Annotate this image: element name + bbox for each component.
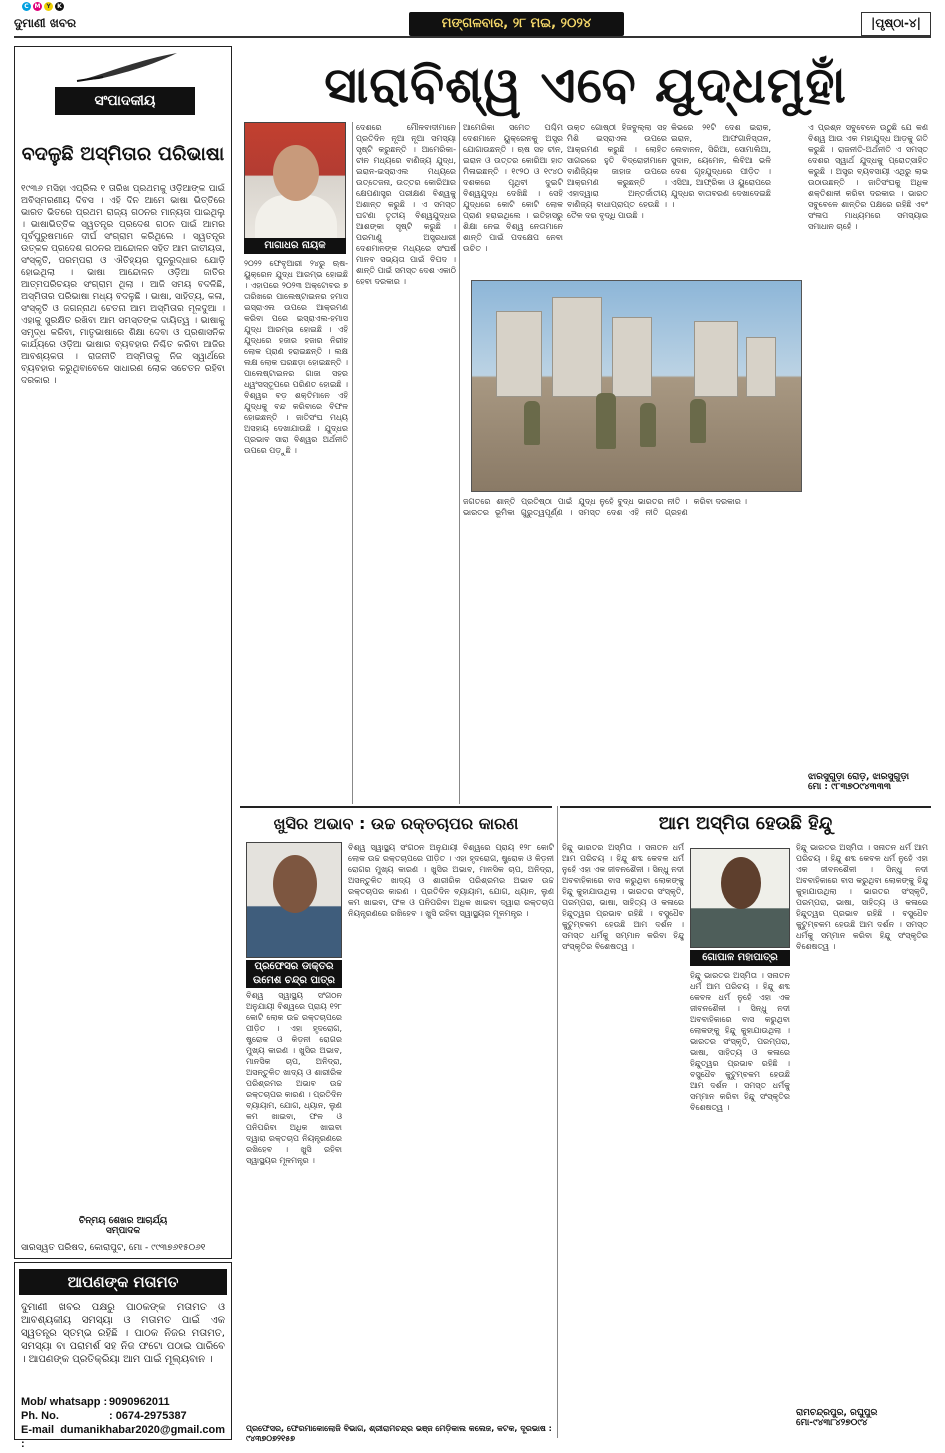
cmyk-marks (22, 2, 64, 11)
lead-col-1: ୨୦୨୨ ଫେବୃଆରୀ ୨୪ରୁ ଋଷ-ୟୁକ୍ରେନ ଯୁଦ୍ଧ ଆରମ୍ଭ ହୋଇଛି । ଏହାପରେ ୨୦୨୩ ଅକ୍ଟୋବର ୭ ତାରିଖରେ ପାଲେଷ୍ଟାଇନର ହମାସ ଇସ୍ରାଏଲ ଉପରେ ଆକ୍ରମଣ କରିବା ପରେ ଇସ୍ରାଏଲ-ହମାସ ଯୁଦ୍ଧ ଆରମ୍ଭ ହୋଇଛି । ଏହି ଯୁଦ୍ଧରେ ହଜାର ହଜାର ନିରୀହ ଲୋକ ପ୍ରାଣ ହରାଇଛନ୍ତି । ଲକ୍ଷ ଲକ୍ଷ ଲୋକ ଘରଛଡ଼ା ହୋଇଛନ୍ତି । ପାଲେଷ୍ଟାଇନର ଗାଜା ସହର ଧ୍ୱଂସସ୍ତୂପରେ ପରିଣତ ହୋଇଛି । ବିଶ୍ୱର ବଡ଼ ଶକ୍ତିମାନେ ଏହି ଯୁଦ୍ଧକୁ ବନ୍ଦ କରିବାରେ ବିଫଳ ହୋଇଛନ୍ତି । ଜାତିସଂଘ ମଧ୍ୟ ଅସହାୟ ଦେଖାଯାଉଛି । ଯୁଦ୍ଧର ପ୍ରଭାବ ସାରା ବିଶ୍ୱର ଅର୍ଥନୀତି ଉପରେ ପଡ଼ୁଛି । (244, 259, 348, 455)
lead-signature (808, 772, 928, 792)
lead-col-5: କିଭରେ ୨୧ଟି ଦେଶ ଇରାକ, ଇରାନ, ଆଫଗାନିସ୍ତାନ, ଲେବାନନ, ସିରିଆ, ସୋମାଲିଆ, ସୁଦାନ, ୟେମେନ, ଲିବିଆ ଭଳି ଦେଶ ଗୃହଯୁଦ୍ଧରେ ପୀଡ଼ିତ । ଏସିଆ, ଆଫ୍ରିକା ଓ ୟୁରୋପରେ ଯୁଦ୍ଧର ବାତାବରଣ ଦେଖାଦେଇଛି । (671, 123, 771, 209)
health-body-side: ବିଶ୍ୱ ସ୍ୱାସ୍ଥ୍ୟ ସଂଗଠନ ଅନୁଯାୟୀ ବିଶ୍ୱରେ ପ୍ରାୟ ୧୨୮ କୋଟି ଲୋକ ଉଚ୍ଚ ରକ୍ତଚାପରେ ପୀଡ଼ିତ । ଏହା ହୃଦରୋଗ, ଷ୍ଟ୍ରୋକ ଓ କିଡ଼ନୀ ରୋଗର ମୁଖ୍ୟ କାରଣ । ଖୁସିର ଅଭାବ, ମାନସିକ ଚାପ, ଅନିଦ୍ରା, ଅସନ୍ତୁଳିତ ଖାଦ୍ୟ ଓ ଶାରୀରିକ ପରିଶ୍ରମର ଅଭାବ ଉଚ୍ଚ ରକ୍ତଚାପର କାରଣ । ପ୍ରତିଦିନ ବ୍ୟାୟାମ, ଯୋଗ, ଧ୍ୟାନ, ଲୁଣ କମ ଖାଇବା, ଫଳ ଓ ପନିପରିବା ଅଧିକ ଖାଇବା ଦ୍ୱାରା ରକ୍ତଚାପ ନିୟନ୍ତ୍ରଣରେ ରଖିହେବ । ଖୁସି ରହିବା ସ୍ୱାସ୍ଥ୍ୟର ମୂଳମନ୍ତ୍ର । (246, 991, 342, 1165)
editorial-signature (15, 1216, 231, 1236)
email-address: dumanikhabar2020@gmail.com (60, 1424, 225, 1436)
identity-signature-phone: ମୋ-୯୪୩୮୪୨୭୦୯୪ (796, 1418, 868, 1428)
cmyk-m: M (34, 3, 41, 10)
page-number: |ପୃଷ୍ଠା-୪| (861, 12, 931, 36)
author-caption: ମାଗାଧର ନାୟକ (244, 238, 346, 254)
soldier (640, 403, 656, 447)
email-label: E-mail : (21, 1424, 55, 1450)
editorial-body: ୧୯୩୬ ମସିହା ଏପ୍ରିଲ ୧ ତାରିଖ ପ୍ରଥମକୁ ଓଡ଼ିଆଙ୍କ ପାଇଁ ଅବିସ୍ମରଣୀୟ ଦିବସ । ଏହି ଦିନ ଆମେ ଭାଷା ଭିତ୍ତିରେ ଭାରତ ଭିତରେ ପ୍ରଥମ ରାଜ୍ୟ ଗଠନର ମାନ୍ୟତା ପାଇଥିଲୁ । ଭାଷାଭିତ୍ତିକ ସ୍ୱତନ୍ତ୍ର ପ୍ରଦେଶ ଗଠନ ପାଇଁ ଆମର ପୂର୍ବପୁରୁଷମାନେ ଦୀର୍ଘ ସଂଗ୍ରାମ କରିଥିଲେ । ସ୍ୱତନ୍ତ୍ର ଉତ୍କଳ ପ୍ରଦେଶ ଗଠନର ଆନ୍ଦୋଳନ ସହିତ ଆମ ଜାତୀୟତା, ସଂସ୍କୃତି, ପରମ୍ପରା ଓ ଐତିହ୍ୟର ପୁନରୁଦ୍ଧାର ଯୋଡ଼ି ହୋଇଥିଲା । ଭାଷା ଆନ୍ଦୋଳନ ଓଡ଼ିଆ ଜାତିର ଆତ୍ମପରିଚୟର ସଂଗ୍ରାମ ଥିଲା । ଆଜି ସମୟ ବଦଳିଛି, ଅସ୍ମିତାର ପରିଭାଷା ମଧ୍ୟ ବଦଳୁଛି । ଭାଷା, ସାହିତ୍ୟ, କଳା, ସଂସ୍କୃତି ଓ ଜଗନ୍ନାଥ ଚେତନା ଆମ ଅସ୍ମିତାର ମୂଳଦୁଆ । ଏହାକୁ ସୁରକ୍ଷିତ ରଖିବା ଆମ ସମସ୍ତଙ୍କ ଦାୟିତ୍ୱ । ଭାଷାକୁ ସମୃଦ୍ଧ କରିବା, ମାତୃଭାଷାରେ ଶିକ୍ଷା ଦେବା ଓ ପ୍ରଶାସନିକ କାର୍ଯ୍ୟରେ ଓଡ଼ିଆ ଭାଷାର ବ୍ୟବହାର ନିଶ୍ଚିତ କରିବା ଆଜିର ଆବଶ୍ୟକତା । ରାଜନୀତି ଅସ୍ମିତାକୁ ନିଜ ସ୍ୱାର୍ଥରେ ବ୍ୟବହାର କରୁଥିବାବେଳେ ସାଧାରଣ ଲୋକ ସଚେତନ ରହିବା ଦରକାର । (21, 184, 225, 386)
gopal-face (721, 857, 761, 909)
building (612, 317, 652, 397)
health-body-main: ବିଶ୍ୱ ସ୍ୱାସ୍ଥ୍ୟ ସଂଗଠନ ଅନୁଯାୟୀ ବିଶ୍ୱରେ ପ୍ରାୟ ୧୨୮ କୋଟି ଲୋକ ଉଚ୍ଚ ରକ୍ତଚାପରେ ପୀଡ଼ିତ । ଏହା ହୃଦରୋଗ, ଷ୍ଟ୍ରୋକ ଓ କିଡ଼ନୀ ରୋଗର ମୁଖ୍ୟ କାରଣ । ଖୁସିର ଅଭାବ, ମାନସିକ ଚାପ, ଅନିଦ୍ରା, ଅସନ୍ତୁଳିତ ଖାଦ୍ୟ ଓ ଶାରୀରିକ ପରିଶ୍ରମର ଅଭାବ ଉଚ୍ଚ ରକ୍ତଚାପର କାରଣ । ପ୍ରତିଦିନ ବ୍ୟାୟାମ, ଯୋଗ, ଧ୍ୟାନ, ଲୁଣ କମ ଖାଇବା, ଫଳ ଓ ପନିପରିବା ଅଧିକ ଖାଇବା ଦ୍ୱାରା ରକ୍ତଚାପ ନିୟନ୍ତ୍ରଣରେ ରଖିହେବ । ଖୁସି ରହିବା ସ୍ୱାସ୍ଥ୍ୟର ମୂଳମନ୍ତ୍ର । (348, 843, 554, 918)
lead-col-7: ଜଗତରେ ଶାନ୍ତି ପ୍ରତିଷ୍ଠା ପାଇଁ ଭାରତର ଭୂମିକା ଗୁରୁତ୍ୱପୂର୍ଣ୍ଣ । ଯୁଦ୍ଧ ନୁହେଁ ବୁଦ୍ଧ ଭାରତର ନୀତି । ସମସ୍ତ ଦେଶ ଏହି ନୀତି ଗ୍ରହଣ କରିବା ଦରକାର । (463, 497, 747, 517)
identity-headline: ଆମ ଅସ୍ମିତା ହେଉଛି ହିନ୍ଦୁ (560, 806, 931, 838)
opinion-title: ଆପଣଙ୍କ ମତାମତ (19, 1269, 227, 1295)
phone-label: Ph. No. (21, 1410, 59, 1422)
cmyk-y: Y (44, 2, 53, 11)
building (552, 297, 602, 397)
email-row (21, 1423, 225, 1451)
mobile-number: 9090962011 (109, 1396, 170, 1408)
identity-signature-place: ରାମଚନ୍ଦ୍ରପୁର, ରଘୁପୁର (796, 1408, 878, 1418)
author-photo (244, 122, 346, 254)
lead-signature-phone: ମୋ : ୯୮୩୭୦୯୪୩୩୩ (808, 782, 891, 792)
phone-row (21, 1409, 225, 1423)
editorial-section-label: ସଂପାଦକୀୟ (55, 87, 195, 115)
lead-col-4: ଉକ୍ତ ଗୋଷ୍ଠୀ ହିଜବୁଲ୍ଲା ସହ ମିଶି ଇସ୍ରାଏଲ ଉପରେ ଆକ୍ରମଣ କରୁଛି । ଲୋହିତ ସାଗରରେ ହୁତି ବିଦ୍ରୋହୀମାନେ ବାଣିଜ୍ୟିକ ଜାହାଜ ଉପରେ ଆକ୍ରମଣ କରୁଛନ୍ତି । ଏହାଦ୍ୱାରା ଅନ୍ତର୍ଜାତୀୟ ବାଣିଜ୍ୟ ବାଧାପ୍ରାପ୍ତ ହେଉଛି । ତୈଳ ଦର ବୃଦ୍ଧି ପାଉଛି । (567, 123, 667, 220)
col-divider (352, 122, 353, 804)
page-header (14, 12, 931, 38)
identity-body-right: ହିନ୍ଦୁ ଭାରତର ଅସ୍ମିତା । ସନାତନ ଧର୍ମ ଆମ ପରିଚୟ । ହିନ୍ଦୁ ଶବ୍ଦ କେବଳ ଧର୍ମ ନୁହେଁ ଏହା ଏକ ଜୀବନଶୈଳୀ । ସିନ୍ଧୁ ନଦୀ ଅବବାହିକାରେ ବାସ କରୁଥିବା ଲୋକଙ୍କୁ ହିନ୍ଦୁ କୁହାଯାଉଥିଲା । ଭାରତର ସଂସ୍କୃତି, ପରମ୍ପରା, ଭାଷା, ସାହିତ୍ୟ ଓ କଳାରେ ହିନ୍ଦୁତ୍ୱର ପ୍ରଭାବ ରହିଛି । ବସୁଧୈବ କୁଟୁମ୍ବକମ ହେଉଛି ଆମ ଦର୍ଶନ । ସମସ୍ତ ଧର୍ମକୁ ସମ୍ମାନ କରିବା ହିନ୍ଦୁ ସଂସ୍କୃତିର ବିଶେଷତ୍ୱ । (796, 843, 928, 951)
mobile-row (21, 1395, 225, 1409)
identity-signature (796, 1408, 928, 1428)
mobile-label: Mob/ whatsapp : (21, 1396, 108, 1408)
building (746, 337, 776, 397)
editorial-signature-name: ଚିନ୍ମୟ ଶେଖର ଆଚାର୍ଯ୍ୟ (78, 1216, 168, 1226)
professor-caption: ପ୍ରଫେସର ଡାକ୍ତର ଉମେଶ ଚନ୍ଦ୍ର ପାତ୍ର (246, 960, 342, 988)
col-divider (557, 806, 558, 1438)
building (496, 311, 542, 397)
professor-face (273, 855, 317, 913)
cmyk-c: C (22, 2, 31, 11)
lead-col-2: ଦେଶରେ ମୌଳବାଦୀମାନେ ପ୍ରତିଦିନ ନୂଆ ନୂଆ ସମସ୍ୟା ସୃଷ୍ଟି କରୁଛନ୍ତି । ଆମେରିକା-ଚୀନ ମଧ୍ୟରେ ବାଣିଜ୍ୟ ଯୁଦ୍ଧ, ଇରାନ-ଇସ୍ରାଏଲ ମଧ୍ୟରେ ଉତ୍ତେଜନା, ଉତ୍ତର କୋରିଆର କ୍ଷେପଣାସ୍ତ୍ର ପରୀକ୍ଷଣ ବିଶ୍ୱକୁ ଅଶାନ୍ତ କରୁଛି । ଏ ସମସ୍ତ ଘଟଣା ତୃତୀୟ ବିଶ୍ୱଯୁଦ୍ଧର ଆଶଙ୍କା ସୃଷ୍ଟି କରୁଛି । ପରମାଣୁ ଅସ୍ତ୍ରଧାରୀ ଦେଶମାନଙ୍କ ମଧ୍ୟରେ ସଂଘର୍ଷ ମାନବ ସଭ୍ୟତା ପାଇଁ ବିପଦ । ଶାନ୍ତି ପାଇଁ ସମସ୍ତ ଦେଶ ଏକାଠି ହେବା ଦରକାର । (356, 123, 456, 286)
editorial-column (14, 46, 232, 1259)
building (694, 321, 738, 397)
quill-icon (73, 51, 183, 90)
editorial-signature-role: ସମ୍ପାଦକ (105, 1226, 141, 1236)
col-divider (459, 122, 460, 804)
editorial-title: ବଦଳୁଛି ଅସ୍ମିତାର ପରିଭାଷା (21, 143, 225, 165)
cmyk-k: K (55, 2, 64, 11)
soldier (596, 393, 616, 449)
lead-signature-place: ଝାରସୁଗୁଡ଼ା ରୋଡ଼, ଝାରସୁଗୁଡ଼ା (808, 772, 909, 782)
lead-headline: ସାରାବିଶ୍ୱ ଏବେ ଯୁଦ୍ଧମୁହାଁ (324, 56, 847, 114)
identity-body-left: ହିନ୍ଦୁ ଭାରତର ଅସ୍ମିତା । ସନାତନ ଧର୍ମ ଆମ ପରିଚୟ । ହିନ୍ଦୁ ଶବ୍ଦ କେବଳ ଧର୍ମ ନୁହେଁ ଏହା ଏକ ଜୀବନଶୈଳୀ । ସିନ୍ଧୁ ନଦୀ ଅବବାହିକାରେ ବାସ କରୁଥିବା ଲୋକଙ୍କୁ ହିନ୍ଦୁ କୁହାଯାଉଥିଲା । ଭାରତର ସଂସ୍କୃତି, ପରମ୍ପରା, ଭାଷା, ସାହିତ୍ୟ ଓ କଳାରେ ହିନ୍ଦୁତ୍ୱର ପ୍ରଭାବ ରହିଛି । ବସୁଧୈବ କୁଟୁମ୍ବକମ ହେଉଛି ଆମ ଦର୍ଶନ । ସମସ୍ତ ଧର୍ମକୁ ସମ୍ମାନ କରିବା ହିନ୍ଦୁ ସଂସ୍କୃତିର ବିଶେଷତ୍ୱ । (562, 843, 684, 951)
opinion-box (14, 1262, 232, 1450)
health-headline: ଖୁସିର ଅଭାବ : ଉଚ୍ଚ ରକ୍ତଚାପର କାରଣ (240, 806, 552, 838)
soldier (690, 399, 706, 443)
health-footer: ପ୍ରଫେସର, ଫେରମାକୋଲୋଜି ବିଭାଗ, ଶ୍ରୀରାମଚନ୍ଦ୍ର ଭଞ୍ଜ ମେଡ଼ିକାଲ କଲେଜ, କଟକ, ଦୂରଭାଷ : ୯୪୩୭୦୭୨୧୫୭ (246, 1424, 552, 1443)
opinion-contacts (21, 1395, 225, 1451)
editorial-footer: ସାରସ୍ୱତ ପରିଷଦ, କୋରାପୁଟ, ମୋ - ୯୯୩୭୬୧୫୦୬୧ (21, 1243, 206, 1253)
paper-name: ଦୁମାଣୀ ଖବର (14, 16, 77, 30)
lead-col-6: ଏ ପ୍ରଶ୍ନ ସବୁବେଳେ ଉଠୁଛି ଯେ କଣ ବିଶ୍ୱ ଆଉ ଏକ ମହାଯୁଦ୍ଧ ଆଡ଼କୁ ଗତି କରୁଛି । ରାଜନୀତି-ଅର୍ଥନୀତି ଏ ସମସ୍ତ ଦେଶର ସ୍ୱାର୍ଥ ଯୁଦ୍ଧକୁ ପ୍ରୋତ୍ସାହିତ କରୁଛି । ଅସ୍ତ୍ର ବ୍ୟବସାୟୀ ଏଥିରୁ ଲାଭ ଉଠାଉଛନ୍ତି । ଜାତିସଂଘକୁ ଅଧିକ ଶକ୍ତିଶାଳୀ କରିବା ଦରକାର । ଭାରତ ସବୁବେଳେ ଶାନ୍ତିର ପକ୍ଷରେ ରହିଛି ଏବଂ ସଂଳାପ ମାଧ୍ୟମରେ ସମସ୍ୟାର ସମାଧାନ ଚାହେଁ । (808, 123, 928, 231)
soldier (524, 401, 540, 445)
opinion-body: ଦୁମାଣୀ ଖବର ପକ୍ଷରୁ ପାଠକଙ୍କ ମତାମତ ଓ ଆବଶ୍ୟକୀୟ ସମସ୍ୟା ଓ ମତାମତ ପାଇଁ ଏକ ସ୍ୱତନ୍ତ୍ର ସ୍ତମ୍ଭ ରହିଛି । ପାଠକ ନିଜର ମତାମତ, ସମସ୍ୟା ବା ପରାମର୍ଶ ସହ ନିଜ ଫଟୋ ପଠାଇ ପାରିବେ । ଆପଣଙ୍କ ପ୍ରତିକ୍ରିୟା ଆମ ପାଇଁ ମୂଲ୍ୟବାନ । (21, 1302, 225, 1365)
war-photo (471, 280, 802, 492)
author-face (273, 145, 319, 201)
issue-date: ମଙ୍ଗଳବାର, ୨୮ ମଇ, ୨୦୨୪ (409, 12, 624, 36)
professor-photo (246, 842, 342, 958)
phone-number: : 0674-2975387 (109, 1410, 187, 1422)
lead-col-3: ଆମେରିକା ସମେତ ପଶ୍ଚିମ ଦେଶମାନେ ୟୁକ୍ରେନକୁ ଅସ୍ତ୍ର ଯୋଗାଉଛନ୍ତି । ଋଷ ସହ ଚୀନ, ଇରାନ ଓ ଉତ୍ତର କୋରିଆ ହାତ ମିଳାଇଛନ୍ତି । ୧୯୨୦ ଓ ୧୯୪୦ ଦଶକରେ ପୃଥିବୀ ଦୁଇଟି ବିଶ୍ୱଯୁଦ୍ଧ ଦେଖିଛି । ସେହି ଯୁଦ୍ଧରେ କୋଟି କୋଟି ଲୋକ ପ୍ରାଣ ହରାଇଥିଲେ । ଇତିହାସରୁ ଶିକ୍ଷା ନେଇ ବିଶ୍ୱ ନେତାମାନେ ଶାନ୍ତି ପାଇଁ ପଦକ୍ଷେପ ନେବା ଉଚିତ । (463, 123, 563, 253)
gopal-caption: ଗୋପାଳ ମହାପାତ୍ର (690, 950, 790, 966)
identity-body-mid: ହିନ୍ଦୁ ଭାରତର ଅସ୍ମିତା । ସନାତନ ଧର୍ମ ଆମ ପରିଚୟ । ହିନ୍ଦୁ ଶବ୍ଦ କେବଳ ଧର୍ମ ନୁହେଁ ଏହା ଏକ ଜୀବନଶୈଳୀ । ସିନ୍ଧୁ ନଦୀ ଅବବାହିକାରେ ବାସ କରୁଥିବା ଲୋକଙ୍କୁ ହିନ୍ଦୁ କୁହାଯାଉଥିଲା । ଭାରତର ସଂସ୍କୃତି, ପରମ୍ପରା, ଭାଷା, ସାହିତ୍ୟ ଓ କଳାରେ ହିନ୍ଦୁତ୍ୱର ପ୍ରଭାବ ରହିଛି । ବସୁଧୈବ କୁଟୁମ୍ବକମ ହେଉଛି ଆମ ଦର୍ଶନ । ସମସ୍ତ ଧର୍ମକୁ ସମ୍ମାନ କରିବା ହିନ୍ଦୁ ସଂସ୍କୃତିର ବିଶେଷତ୍ୱ । (690, 971, 790, 1112)
gopal-photo (690, 848, 790, 948)
